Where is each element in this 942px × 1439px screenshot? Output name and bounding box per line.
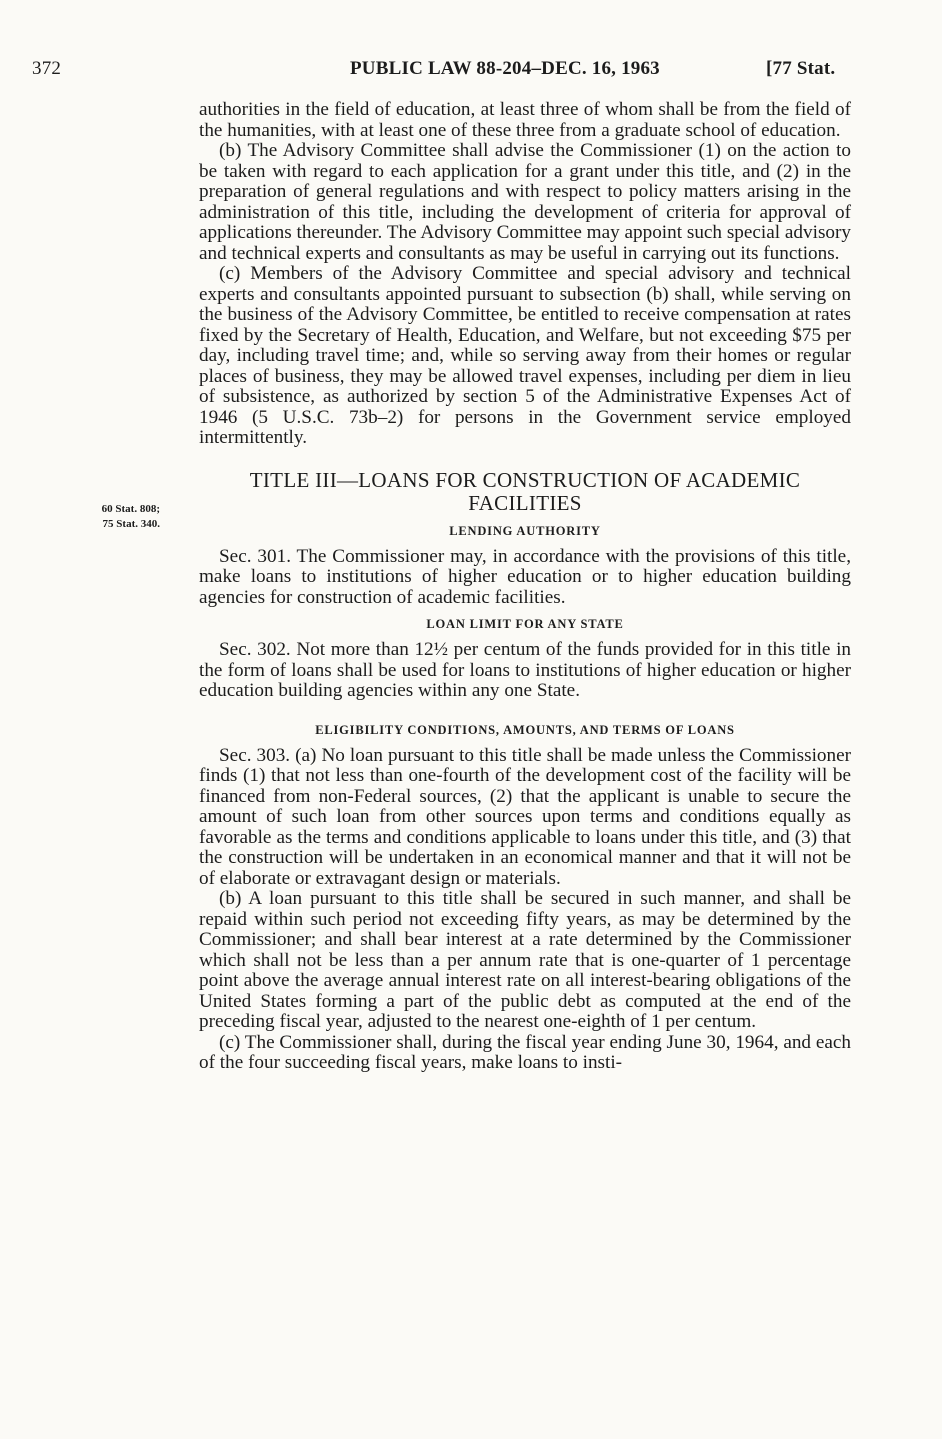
margin-citation-line2: 75 Stat. 340.	[102, 518, 160, 530]
heading-eligibility: ELIGIBILITY CONDITIONS, AMOUNTS, AND TERMS OF LOANS	[315, 722, 735, 737]
running-header-title: PUBLIC LAW 88-204–DEC. 16, 1963	[350, 58, 660, 79]
running-header-volume: [77 Stat.	[766, 58, 836, 79]
section-302: Sec. 302. Not more than 12½ per centum of the funds provided for in this title in the form of loans shall be used for loans to institutions of higher education or higher education building agencies within any one State.	[199, 639, 851, 701]
section-303-b: (b) A loan pursuant to this title shall be secured in such manner, and shall be repaid within such period not exceeding fifty years, as may be determined by the Commissioner; and shall bear interest at a rate determined by the Commissioner which shall not be less than a per annum rate that is one-quarter of 1 percentage point above the average annual interest rate on all interest-bearing obligations of the United States forming a part of the public debt as computed at the end of the preceding fiscal year, adjusted to the nearest one-eighth of 1 per centum.	[199, 888, 851, 1032]
margin-citation-line1: 60 Stat. 808;	[101, 503, 160, 515]
section-303-c: (c) The Commissioner shall, during the fiscal year ending June 30, 1964, and each of the four succeeding fiscal years, make loans to insti-	[199, 1031, 851, 1073]
paragraph-subsection-b: (b) The Advisory Committee shall advise the Commissioner (1) on the action to be taken with regard to each application for a grant under this title, and (2) in the preparation of general regulations and with respect to policy matters arising in the administration of this title, including the development of criteria for approval of applications thereunder. The Advisory Committee may appoint such special advisory and technical experts and consultants as may be useful in carrying out its functions.	[199, 140, 851, 264]
heading-loan-limit: LOAN LIMIT FOR ANY STATE	[426, 617, 624, 631]
page-number: 372	[32, 58, 62, 79]
paragraph-subsection-c: (c) Members of the Advisory Committee and special advisory and technical experts and consultants appointed pursuant to subsection (b) shall, while serving on the business of the Advisory Committee, be entitled to receive compensation at rates fixed by the Secretary of Health, Education, and Welfare, but not exceeding $75 per day, including travel time; and, while so serving away from their homes or regular places of business, they may be allowed travel expenses, including per diem in lieu of subsistence, as authorized by section 5 of the Administrative Expenses Act of 1946 (5 U.S.C. 73b–2) for persons in the Government service employed intermittently.	[199, 263, 851, 448]
title-iii-heading: TITLE III—LOANS FOR CONSTRUCTION OF ACADEMIC FACILITIES	[249, 467, 801, 515]
section-301: Sec. 301. The Commissioner may, in accordance with the provisions of this title, make loans to institutions of higher education or to higher education building agencies for construction of academic facilities.	[199, 545, 851, 608]
paragraph-continuation: authorities in the field of education, at least three of whom shall be from the field of the humanities, with at least one of these three from a graduate school of education.	[199, 99, 851, 141]
heading-lending-authority: LENDING AUTHORITY	[449, 523, 601, 538]
body-text	[199, 100, 851, 1074]
margin-citation	[40, 502, 160, 532]
section-303-a: Sec. 303. (a) No loan pursuant to this title shall be made unless the Commissioner finds (1) that not less than one-fourth of the development cost of the facility will be financed from non-Federal sources, (2) that the applicant is unable to secure the amount of such loan from other sources upon terms and conditions equally as favorable as the terms and conditions applicable to loans under this title, and (3) that the construction will be undertaken in an economical manner and that it will not be of elaborate or extravagant design or materials.	[199, 744, 851, 889]
